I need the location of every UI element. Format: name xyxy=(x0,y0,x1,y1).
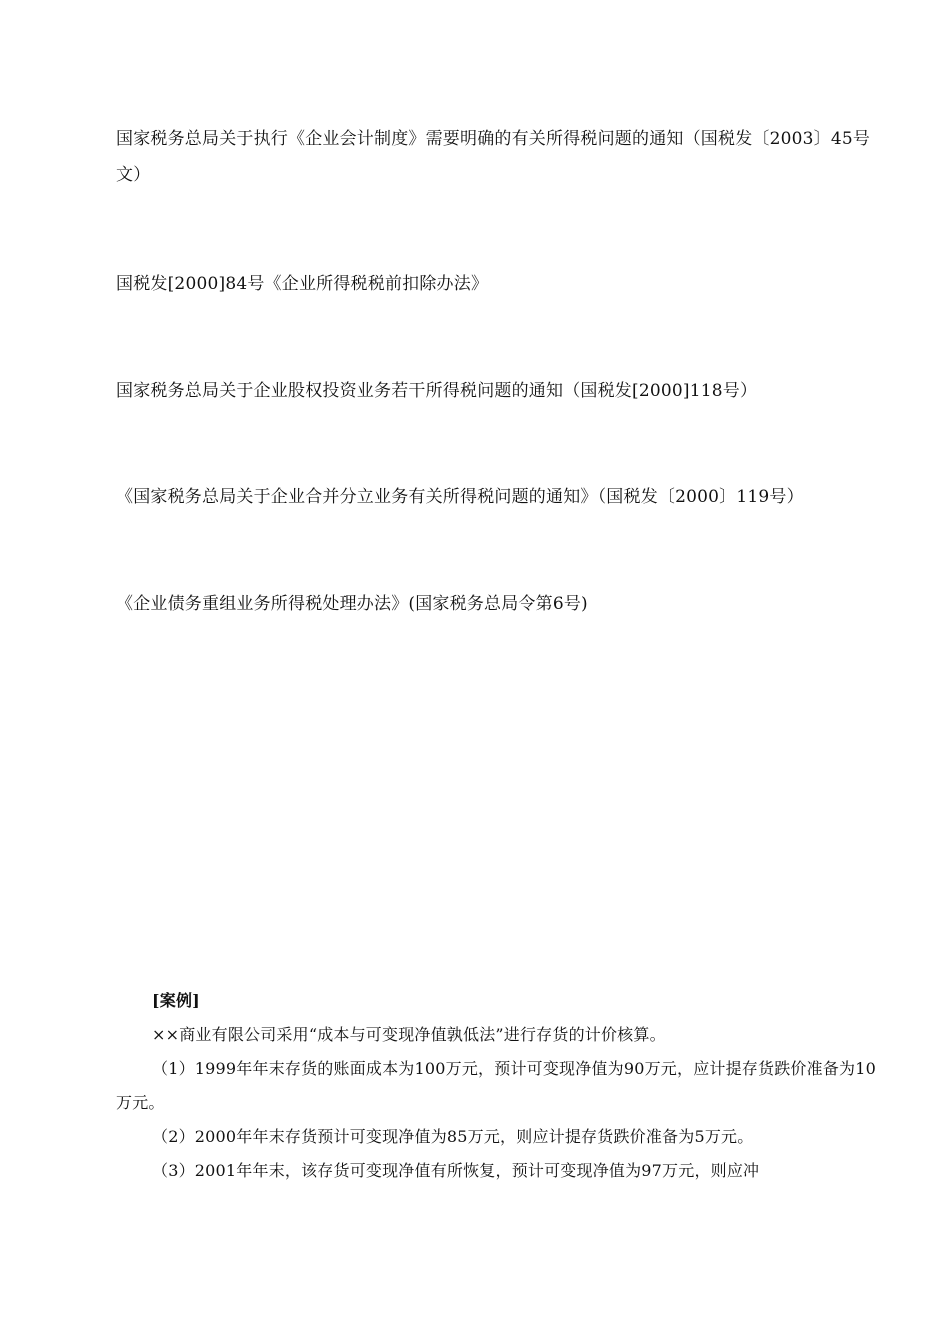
reference-item: 国家税务总局关于执行《企业会计制度》需要明确的有关所得税问题的通知（国税发〔2003〕45号文） xyxy=(116,129,871,185)
case-paragraph: （2）2000年年末存货预计可变现净值为85万元，则应计提存货跌价准备为5万元。 xyxy=(152,1127,754,1146)
case-paragraph: （1）1999年年末存货的账面成本为100万元，预计可变现净值为90万元，应计提存货跌价准备为10万元。 xyxy=(116,1059,876,1112)
reference-item: 国家税务总局关于企业股权投资业务若干所得税问题的通知（国税发[2000]118号） xyxy=(116,381,758,401)
reference-item: 《国家税务总局关于企业合并分立业务有关所得税问题的通知》（国税发〔2000〕119号） xyxy=(116,487,804,507)
case-paragraph: ××商业有限公司采用“成本与可变现净值孰低法”进行存货的计价核算。 xyxy=(152,1025,666,1044)
case-section xyxy=(116,984,880,1188)
reference-item: 国税发[2000]84号《企业所得税税前扣除办法》 xyxy=(116,274,489,294)
case-title: [案例] xyxy=(152,991,200,1010)
case-paragraph: （3）2001年年末，该存货可变现净值有所恢复，预计可变现净值为97万元，则应冲 xyxy=(152,1161,760,1180)
reference-item: 《企业债务重组业务所得税处理办法》(国家税务总局令第6号) xyxy=(116,594,588,614)
